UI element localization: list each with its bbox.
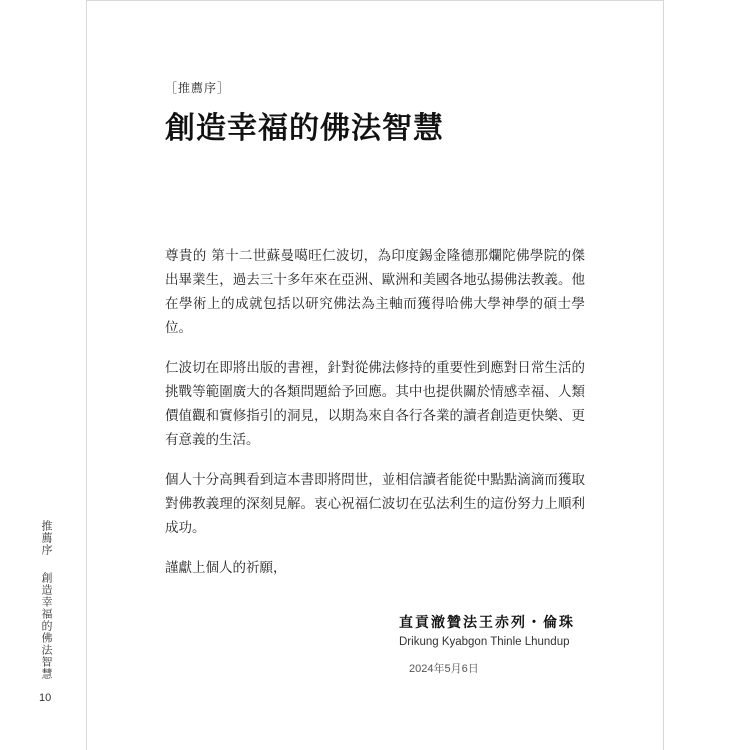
paragraph-3: 個人十分高興看到這本書即將問世，並相信讀者能從中點點滴滴而獲取對佛教義理的深刻見解。衷心祝福仁波切在弘法利生的這份努力上順利成功。 [165, 472, 585, 536]
signature-block [399, 612, 575, 676]
page-top-border [87, 0, 663, 1]
book-page [86, 0, 664, 750]
page-number: 10 [39, 692, 52, 704]
paragraph-2: 仁波切在即將出版的書裡，針對從佛法修持的重要性到應對日常生活的挑戰等範圍廣大的各類問題給予回應。其中也提供關於情感幸福、人類價值觀和實修指引的洞見，以期為來自各行各業的讀者創造更快樂、更有意義的生活。 [165, 360, 585, 448]
section-label: ［推薦序］ [165, 81, 231, 95]
running-head-section: 推薦序 [40, 520, 53, 556]
signature-name-en: Drikung Kyabgon Thinle Lhundup [399, 636, 570, 648]
signature-name-zh: 直貢澈贊法王赤列・倫珠 [399, 615, 575, 631]
paragraph-4: 謹獻上個人的祈願， [165, 560, 287, 576]
paragraph-1: 尊貴的 第十二世蘇曼噶旺仁波切，為印度錫金隆德那爛陀佛學院的傑出畢業生，過去三十多年來在亞洲、歐洲和美國各地弘揚佛法教義。他在學術上的成就包括以研究佛法為主軸而獲得哈佛大學神學的碩士學位。 [165, 248, 585, 336]
running-head [38, 520, 54, 680]
page-title: 創造幸福的佛法智慧 [165, 111, 444, 146]
signature-date: 2024年5月6日 [409, 663, 479, 675]
running-head-title: 創造幸福的佛法智慧 [40, 572, 53, 680]
body-text [165, 244, 585, 596]
